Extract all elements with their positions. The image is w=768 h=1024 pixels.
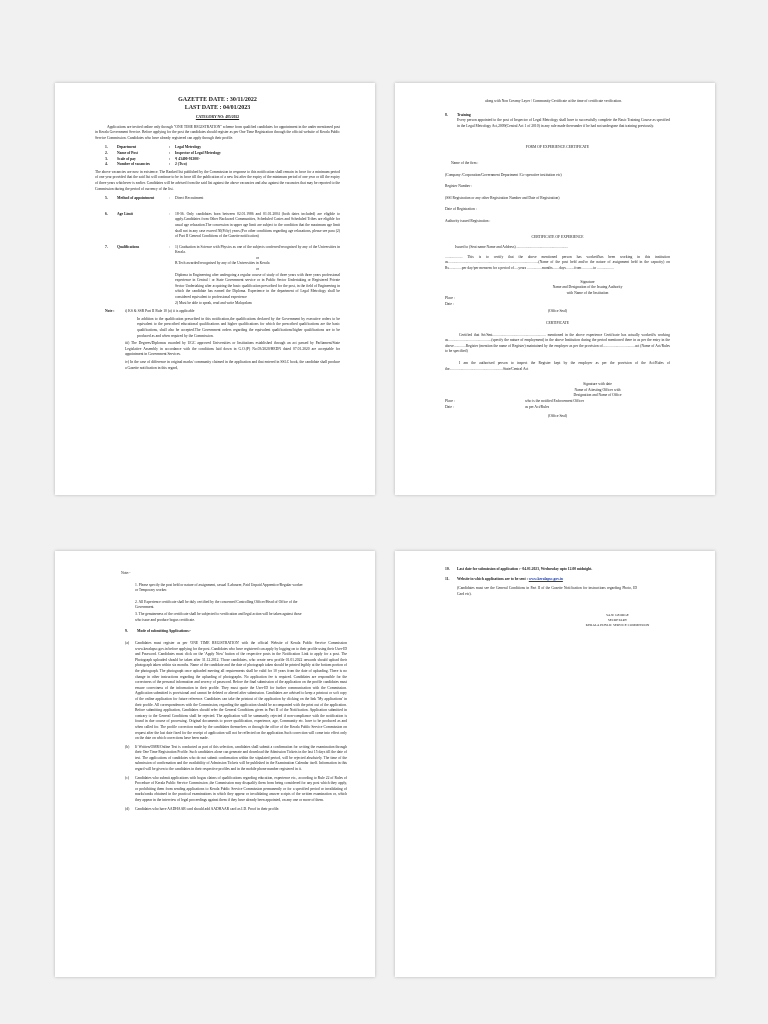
note-section: Note : i) KS & SSR Part II Rule 10 (a) ii is applicable In addition to the qualification prescribed in this notification,the qualifications declared by the Government by executive orders to be equivalent to the prescribed educational qualifications and higher qualifications for which the prescribed qualifications are the basic qualifications, shall also be accepted.The Government orders regarding the equivalent qualifications/higher qualifications are to be produced as and when required by the Commission. iii) The Degrees/Diplomas awarded by UGC approved Universities or Institutions established through an act passed by Parliament/State Legislative Assembly in accordance with the conditions laid down in G.O.(P) No.03/2020/HEDN dated 07.01.2020 are acceptable for appointment in Government Services. iv) In the case of difference in original marks/ community claimed in the application and that entered in SSLC book, the candidate shall produce a Gazette notification in this regard, — [105, 309, 340, 370]
place-2: Place : who is the notified Enforcement Officer — [445, 399, 585, 403]
gazette-date: GAZETTE DATE : 30/11/2022 — [178, 97, 257, 103]
post-details — [105, 145, 340, 167]
mode-of-submitting: 9. Mode of submitting Applications:- — [125, 629, 191, 634]
document-page-4 — [395, 551, 715, 977]
website-section: 11. Website in which applications are to be sent : www.keralapsc.gov.in — [445, 576, 563, 581]
signature-block-2: Signature with date Name of Attesting Officer with Designation and Name of Office — [573, 382, 622, 398]
continued-text: along with Non Creamy Layer / Community Certificate at the time of certificate verification. — [485, 99, 623, 103]
intro-paragraph: Applications are invited online only through "ONE TIME REGISTRATION" scheme from qualified candidates for appointment in the under mentioned post in Kerala Government Service. Before applying for the post the candidates should register as per One Time Registration through the official website of Kerala Public Service Commission. Candidates who have already registered can apply through their profile. — [95, 124, 340, 140]
post-detail-row: 1. Department : Legal Metrology — [105, 145, 202, 150]
para-c: (c) Candidates who submit applications with bogus claims of qualifications regarding education, experience etc., according to Rule 22 of Rules of Procedure of Kerala Public Service Commission ,the Commission may disqualify them from being considered for any post which they apply, or prohibiting them from sending applications to Kerala Public Service Commission permanently or for a specified period or invalidating of marks/ranks obtained in the practical examinations in which they appear or invalidating answer scripts of the written examination or, which they appear in the interview of legal proceedings against them if they have already been appointed, on any one or more of them. — [125, 775, 347, 803]
certificate-of-experience-title: CERTIFICATE OF EXPERIENCE — [531, 234, 584, 239]
register-number: Register Number : — [445, 184, 473, 189]
website-link[interactable]: www.keralapsc.gov.in — [528, 576, 563, 581]
para-b: (b) If Written/OMR/Online Test is conducted as part of this selection, candidates shall submit a confirmation for writing the examination through their One Time Registration Profile. Such candidates alone can generate and download the Admission Tickets in the last 15 days till the date of test. The applications of candidates who do not submit confirmation within the stipulated period, will be rejected absolutely. The time of the submission of confirmation and the availability of Admission Tickets will be published in the Examination Calendar itself. Information in this regard will be given to the candidates in their respective profiles and in the mobile phone number registered in it. — [125, 744, 347, 772]
certificate-text-2: I am the authorised person to inspect the Register kept by the employer as per the provision of the Act/Rules of the..........................................................State/Central Act — [445, 361, 670, 371]
age-limit: 6. Age Limit : 18-36. Only candidates born between 02.01.1986 and 01.01.2004 (both dates included) are eligible to apply.Candidates from Other Backward Communities, Scheduled Castes and Scheduled Tribes are eligible for usual age relaxation.The concession in upper age limit are subject to the condition that the maximum age limit shall not in any case exceed 50(Fifty) years.(For other conditions regarding age relaxations, please see para (2) of Part II General Conditions of the Gazette notification) — [105, 211, 340, 239]
document-page-1 — [55, 83, 375, 495]
method-of-appointment: 5. Method of appointment : Direct Recruitment — [105, 196, 204, 201]
date-1: Date : — [445, 301, 454, 306]
date-2: Date : as per Act/Rules — [445, 404, 550, 409]
post-detail-row: 3. Scale of pay : ₹ 43400-91200/- — [105, 156, 201, 161]
training-section: 8. Training — [445, 112, 471, 117]
post-detail-row: 4. Number of vacancies : 2 (Two) — [105, 162, 187, 167]
vacancy-note: The above vacancies are now in existence. The Ranked list published by the Commission in response to this notification shall remain in force for a minimum period of one year provided that the said list will continue to be in force till the publication of a new list after the expiry of the minimum period of one year or till the expiry of three years whichever is earlier. Candidates will be advised from the said list against the above vacancies and also against the vacancies that may be reported to the Commission during the period of currency of the list. — [95, 169, 340, 191]
note-3: 3. The genuineness of the certificate shall be subjected to verification and legal action will be taken against those who issue and produce bogus certificate. — [135, 611, 302, 622]
secretary-signature: SAJU GEORGE SECRETARY KERALA PUBLIC SERVICE COMMISSION — [585, 613, 650, 628]
ssi-registration: (SSI Registration or any other Registration Number and Date of Registration) — [445, 195, 560, 200]
last-date-submission: 10. Last date for submission of application :- 04.01.2023, Wednesday upto 12.00 midnight. — [445, 567, 593, 571]
experience-text: ................... This is to certify that the above mentioned person has worked/has been working in this institution as..................................................................................................(Name of the post held and/or the nature of assignment held in the capacity) on Rs..............per day/per mensem for a period of.....years ................months.......days.........from ............to .................. — [445, 254, 670, 270]
certificate-text: Certified that Sri/Smt.......................................................... mentioned in the above experience Certificate has actually worked/is working as...............................................(specify the nature of employment) in the above Institution during the period mentioned there in as per the entry in the above.............Register (mention the name of Register) maintained by the employer as per the provision of...................................act (Name of Act/Rules to be specified) — [445, 332, 670, 354]
company-type: (Company /Corporation/Government Department /Co-operative institution etc) — [445, 172, 562, 177]
authority-issued: Authority issued Registration : — [445, 218, 491, 223]
issued-to: Issued to (Seat name Name and Address) ........................................................ — [455, 245, 569, 250]
certificate-title: CERTIFICATE — [546, 321, 569, 326]
note-1: 1. Please specify the post held or nature of assignment, casual /Labourer, Paid Unpaid Apprentice/Regular worker or Temporary worker. — [135, 582, 303, 593]
training-text: Every person appointed to the post of Inspector of Legal Metrology shall have to successfully complete the Basic Training Course as specified in the Legal Metrology Act,2009(Central Act 1 of 2010) in any rule made thereunder if he had not undergone that training previously. — [457, 118, 670, 128]
para-d: (d) Candidates who have AADHAAR card should add AADHAAR card as I.D. Proof in their profile. — [125, 806, 280, 811]
office-seal-1: (Office Seal) — [547, 309, 568, 314]
qualifications: 7. Qualifications : 1) Graduation in Science with Physics as one of the subjects conferred/recognised by any of the Universities in Kerala. or B.Tech awarded/recognised by any of the Universities in Kerala or Diploma in Engineering after undergoing a regular course of study of three years with three years professional experience in Central / or State Government service or in Public Sector Undertaking or Registered Private Sector Undertaking after acquiring the basic qualification prescribed for the post, in the field of Engineering in which the candidate has earned the Diploma. Experience in the department of Legal Metrology shall be considered equivalent to professional experience 2) Must be able to speak, read and write Malayalam — [105, 244, 340, 305]
post-detail-row: 2. Name of Post : Inspector of Legal Metrology — [105, 150, 221, 155]
general-conditions-note: (Candidates must see the General Conditions in Part II of the Gazette Notification for instructions regarding Photo, ID Card etc). — [457, 586, 637, 596]
note-label: Note:- — [121, 571, 131, 575]
category-number: CATEGORY NO: 485/2022 — [195, 115, 240, 119]
document-page-3 — [55, 551, 375, 977]
last-date: LAST DATE : 04/01/2023 — [184, 104, 251, 111]
signature-block-1: Signature Name and Designation of the Issuing Authority with Name of the Institution — [552, 279, 623, 295]
date-of-registration: Date of Registration : — [445, 207, 477, 212]
name-of-firm: Name of the firm : — [451, 160, 479, 165]
note-2: 2. All Experience certificate shall be duly certified by the concerned Controlling Officer/Head of Office of the Government. — [135, 599, 298, 610]
place-1: Place : — [445, 296, 455, 301]
document-page-2 — [395, 83, 715, 495]
para-a: (a) Candidates must register as per 'ONE TIME REGISTRATION' with the official Website of Kerala Public Service Commission www.keralapsc.gov.in before applying for the post. Candidates who have registered can apply by logging on to their profile using their User-ID and Password. Candidates must click on the 'Apply Now' button of the respective posts in the Notification Link to apply for a post. The Photograph uploaded should be taken after 31.12.2012. Those candidates, who create new profile 01.01.2022 onwards should upload their photograph taken within six months. Name of the candidate and the date of photograph taken should be printed legibly at the bottom portion of the photograph. The photograph once uploaded meeting all requirements shall be valid for 10 years from the date of uploading. There is no change in other instructions regarding the uploading of photographs. No application fee is required. Candidates are responsible for the correctness of the personal information and secrecy of password. Before the final submission of the application on the profile candidates must ensure correctness of the information in their profile. They must quote the User-ID for further communication with the Commission. Application submitted is provisional and cannot be deleted or altered after submission. Candidates are advised to keep a printout or soft copy of the online application for future reference. Candidates can take the printout of the application by clicking on the link 'My applications' in their profile. All correspondences with the Commission, regarding the application should be accompanied with the print out of the application. Before submitting application, Candidates should refer the General Conditions given in Part II of the Notification. Application submitted in contrary to the General Conditions shall be rejected. The application will be summarily rejected if non-compliance with the notification is found in due course of processing. Original documents to prove qualification, experience, age, Community etc. have to be produced as and when called for. The profile correction made by the candidates themselves or through the office of the Kerala Public Service Commission on request after the last date fixed for the receipt of application will not be reflected on the application.Such correction will come into effect only on the date on which corrections have been made. — [125, 641, 347, 741]
office-seal-2: (Office Seal) — [547, 414, 568, 419]
form-title: FORM OF EXPERIENCE CERTIFICATE — [525, 145, 590, 150]
